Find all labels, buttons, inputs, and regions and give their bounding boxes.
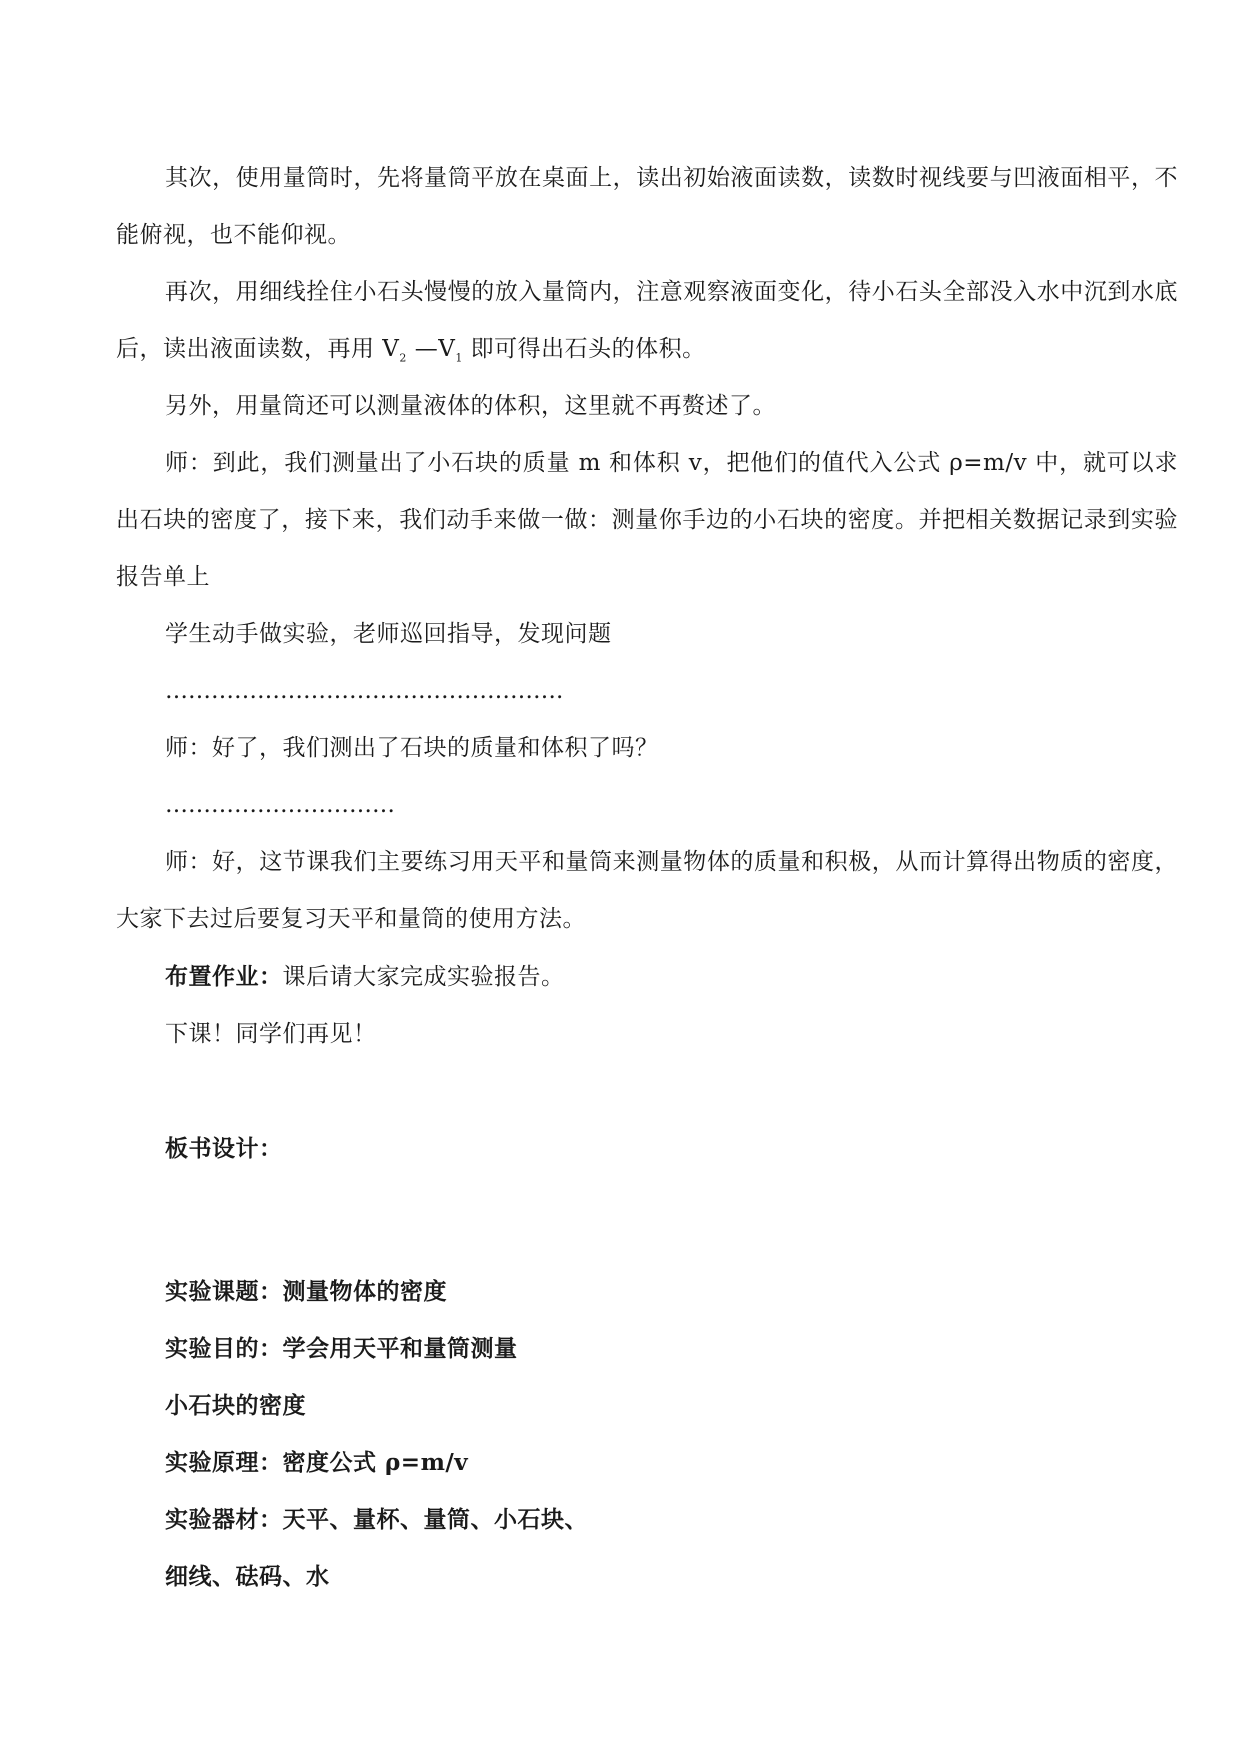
paragraph-class-dismissed: 下课！同学们再见！ <box>165 1021 377 1047</box>
paragraph-reading-cylinder: 其次，使用量筒时，先将量筒平放在桌面上，读出初始液面读数，读数时视线要与凹液面相平，不能俯视，也不能仰视。 <box>116 165 1178 248</box>
board-design-section <box>116 1120 1178 1605</box>
board-principle: 实验原理：密度公式 ρ=m/v <box>165 1449 469 1476</box>
paragraph-teacher-question: 师：好了，我们测出了石块的质量和体积了吗？ <box>165 735 659 761</box>
paragraph-teacher-summary: 师：好，这节课我们主要练习用天平和量筒来测量物体的质量和积极，从而计算得出物质的密度，大家下去过后要复习天平和量筒的使用方法。 <box>116 849 1178 932</box>
board-purpose-line-1: 实验目的：学会用天平和量筒测量 <box>165 1335 518 1362</box>
paragraph-student-experiment: 学生动手做实验，老师巡回指导，发现问题 <box>165 621 612 647</box>
ellipsis-line-1: ……………………………………………. <box>165 678 564 704</box>
homework-label: 布置作业： <box>165 963 283 990</box>
subscript-2: 2 <box>399 351 407 365</box>
board-materials-line-1: 实验器材：天平、量杯、量筒、小石块、 <box>165 1506 588 1533</box>
ellipsis-line-2: ………………………… <box>165 792 395 818</box>
paragraph-stone-volume <box>116 264 1178 378</box>
paragraph-stone-volume-part1: 再次，用细线拴住小石头慢慢的放入量筒内，注意观察液面变化，待小石头全部没入水中沉到水底后，读出液面读数，再用 V <box>116 279 1178 362</box>
board-topic: 实验课题：测量物体的密度 <box>165 1278 447 1305</box>
paragraph-stone-volume-part2: —V <box>406 336 456 362</box>
subscript-1: 1 <box>455 351 463 365</box>
paragraph-liquid-volume: 另外，用量筒还可以测量液体的体积，这里就不再赘述了。 <box>165 393 776 419</box>
paragraph-homework <box>116 948 1178 1006</box>
board-materials-line-2: 细线、砝码、水 <box>165 1563 330 1590</box>
paragraph-teacher-formula: 师：到此，我们测量出了小石块的质量 m 和体积 v，把他们的值代入公式 ρ=m/v 中，就可以求出石块的密度了，接下来，我们动手来做一做：测量你手边的小石块的密度。并把相关数据记录到实验报告单上 <box>116 450 1178 590</box>
document-page <box>116 150 1178 1605</box>
board-heading: 板书设计： <box>165 1135 283 1162</box>
homework-text: 课后请大家完成实验报告。 <box>282 964 565 990</box>
spacer <box>116 1063 1178 1120</box>
board-purpose-line-2: 小石块的密度 <box>165 1392 306 1419</box>
paragraph-stone-volume-part3: 即可得出石头的体积。 <box>462 336 706 362</box>
spacer <box>116 1177 1178 1263</box>
